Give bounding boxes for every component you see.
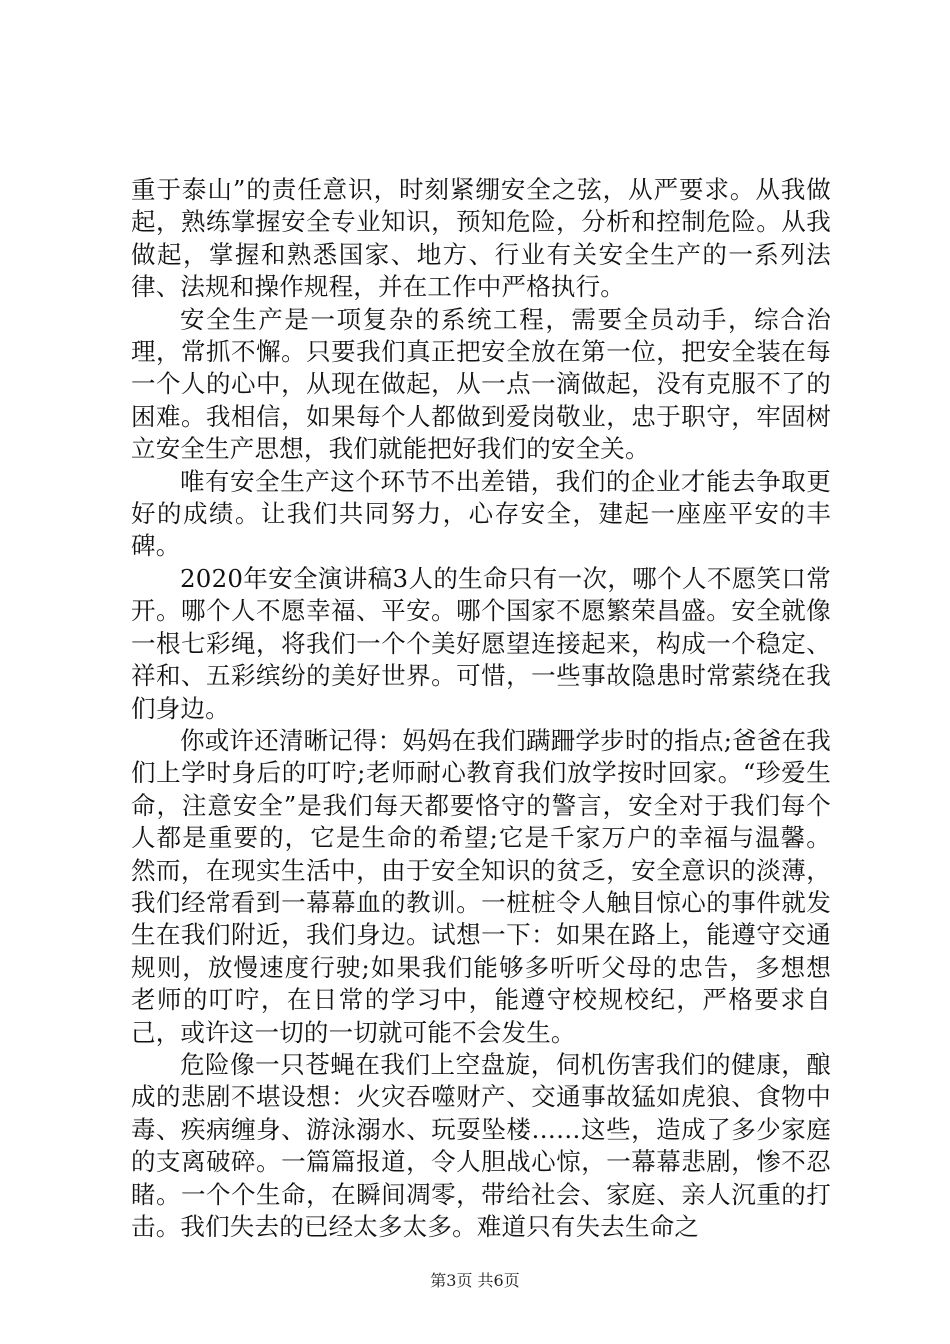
- paragraph-5: 你或许还清晰记得：妈妈在我们蹒跚学步时的指点;爸爸在我们上学时身后的叮咛;老师耐心教育我们放学按时回家。“珍爱生命，注意安全”是我们每天都要恪守的警言，安全对于我们每个人都是重要的，它是生命的希望;它是千家万户的幸福与温馨。然而，在现实生活中，由于安全知识的贫乏，安全意识的淡薄，我们经常看到一幕幕血的教训。一桩桩令人触目惊心的事件就发生在我们附近，我们身边。试想一下：如果在路上，能遵守交通规则，放慢速度行驶;如果我们能够多听听父母的忠告，多想想老师的叮咛，在日常的学习中，能遵守校规校纪，严格要求自己，或许这一切的一切就可能不会发生。: [131, 725, 831, 1047]
- paragraph-1: 重于泰山”的责任意识，时刻紧绷安全之弦，从严要求。从我做起，熟练掌握安全专业知识，预知危险，分析和控制危险。从我做起，掌握和熟悉国家、地方、行业有关安全生产的一系列法律、法规和操作规程，并在工作中严格执行。: [131, 175, 831, 302]
- paragraph-2: 安全生产是一项复杂的系统工程，需要全员动手，综合治理，常抓不懈。只要我们真正把安全放在第一位，把安全装在每一个人的心中，从现在做起，从一点一滴做起，没有克服不了的困难。我相信，如果每个人都做到爱岗敬业，忠于职守，牢固树立安全生产思想，我们就能把好我们的安全关。: [131, 304, 831, 464]
- paragraph-6: 危险像一只苍蝇在我们上空盘旋，伺机伤害我们的健康，酿成的悲剧不堪设想：火灾吞噬财产、交通事故猛如虎狼、食物中毒、疾病缠身、游泳溺水、玩耍坠楼……这些，造成了多少家庭的支离破碎。一篇篇报道，令人胆战心惊，一幕幕悲剧，惨不忍睹。一个个生命，在瞬间凋零，带给社会、家庭、亲人沉重的打击。我们失去的已经太多太多。难道只有失去生命之: [131, 1049, 831, 1241]
- paragraph-4: 2020年安全演讲稿3人的生命只有一次，哪个人不愿笑口常开。哪个人不愿幸福、平安。哪个国家不愿繁荣昌盛。安全就像一根七彩绳，将我们一个个美好愿望连接起来，构成一个稳定、祥和、五彩缤纷的美好世界。可惜，一些事故隐患时常萦绕在我们身边。: [131, 563, 831, 723]
- body-text: [131, 174, 831, 1243]
- page-number-footer: 第3页 共6页: [430, 1271, 520, 1290]
- paragraph-3: 唯有安全生产这个环节不出差错，我们的企业才能去争取更好的成绩。让我们共同努力，心存安全，建起一座座平安的丰碑。: [131, 466, 831, 561]
